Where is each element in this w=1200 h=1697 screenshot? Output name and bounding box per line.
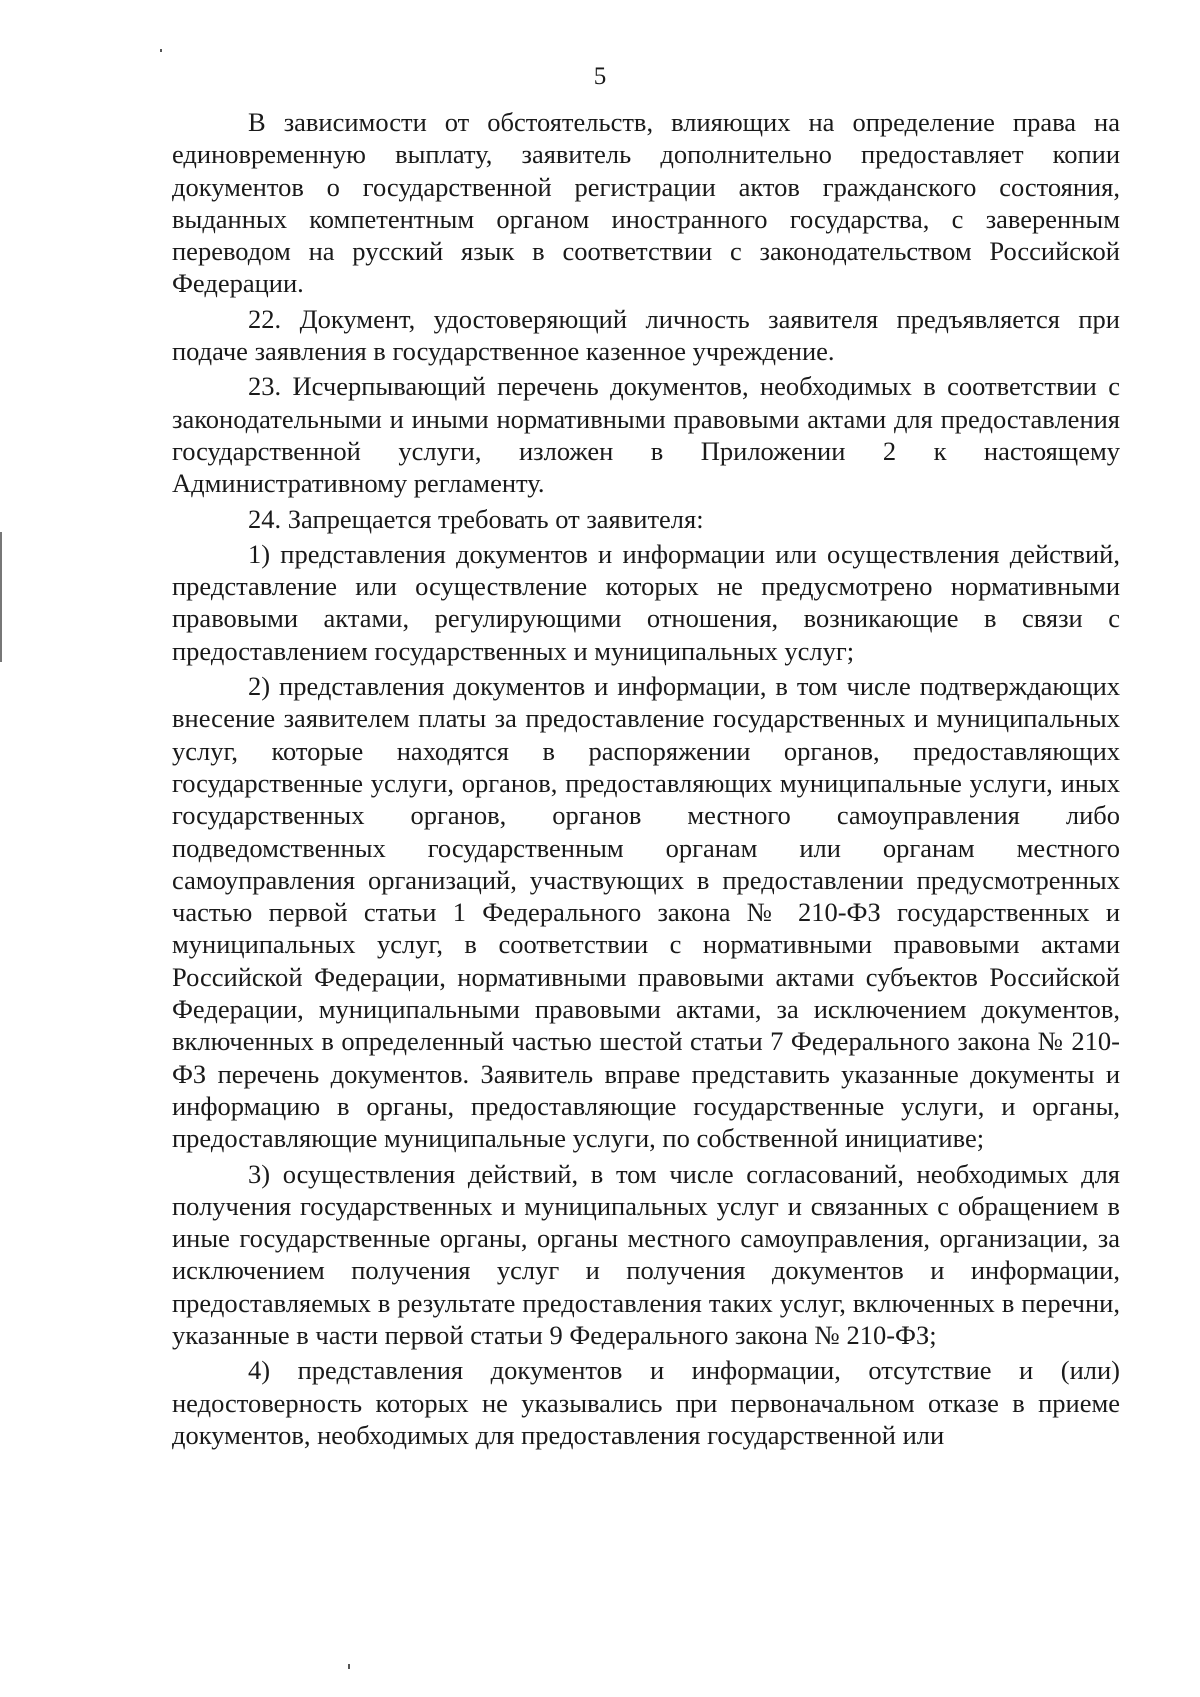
paragraph-23: 23. Исчерпывающий перечень документов, необходимых в соответствии с законодательными и иными нормативными правовыми актами для предоставления государственной услуги, изложен в Приложении 2 к настоящему Административному регламенту. [172, 371, 1120, 499]
paragraph-24: 24. Запрещается требовать от заявителя: [248, 503, 704, 534]
scan-dot [348, 1664, 350, 1669]
paragraph-22: 22. Документ, удостоверяющий личность заявителя предъявляется при подаче заявления в государственное казенное учреждение. [172, 303, 1120, 367]
paragraph-documents-foreign: В зависимости от обстоятельств, влияющих на определение права на единовременную выплату, заявитель дополнительно предоставляет копии документов о государственной регистрации актов гражданского состояния, выданных компетентным органом иностранного государства, с заверенным переводом на русский язык в соответствии с законодательством Российской Федерации. [172, 107, 1120, 299]
list-item-4: 4) представления документов и информации, отсутствие и (или) недостоверность которых не указывались при первоначальном отказе в приеме документов, необходимых для предоставления государственной или [172, 1355, 1120, 1450]
page-number: 5 [593, 63, 607, 90]
list-item-1: 1) представления документов и информации или осуществления действий, представление или осуществление которых не предусмотрено нормативными правовыми актами, регулирующими отношения, возникающие в связи с предоставлением государственных и муниципальных услуг; [172, 538, 1120, 666]
list-item-2: 2) представления документов и информации, в том числе подтверждающих внесение заявителем платы за предоставление государственных и муниципальных услуг, которые находятся в распоряжении органов, предоставляющих государственные услуги, органов, предоставляющих муниципальные услуги, иных государственных органов, органов местного самоуправления либо подведомственных государственным органам или органам местного самоуправления организаций, участвующих в предоставлении предусмотренных частью первой статьи 1 Федерального закона № 210-ФЗ государственных и муниципальных услуг, в соответствии с нормативными правовыми актами Российской Федерации, нормативными правовыми актами субъектов Российской Федерации, муниципальными правовыми актами, за исключением документов, включенных в определенный частью шестой статьи 7 Федерального закона № 210-ФЗ перечень документов. Заявитель вправе представить указанные документы и информацию в органы, предоставляющие государственные услуги, и органы, предоставляющие муниципальные услуги, по собственной инициативе; [172, 671, 1120, 1154]
scan-edge-mark [0, 532, 2, 662]
list-item-3: 3) осуществления действий, в том числе согласований, необходимых для получения государственных и муниципальных услуг и связанных с обращением в иные государственные органы, органы местного самоуправления, организации, за исключением получения услуг и получения документов и информации, предоставляемых в результате предоставления таких услуг, включенных в перечни, указанные в части первой статьи 9 Федерального закона № 210-ФЗ; [172, 1158, 1120, 1350]
document-body [172, 106, 1120, 1454]
scan-dot [160, 49, 162, 52]
